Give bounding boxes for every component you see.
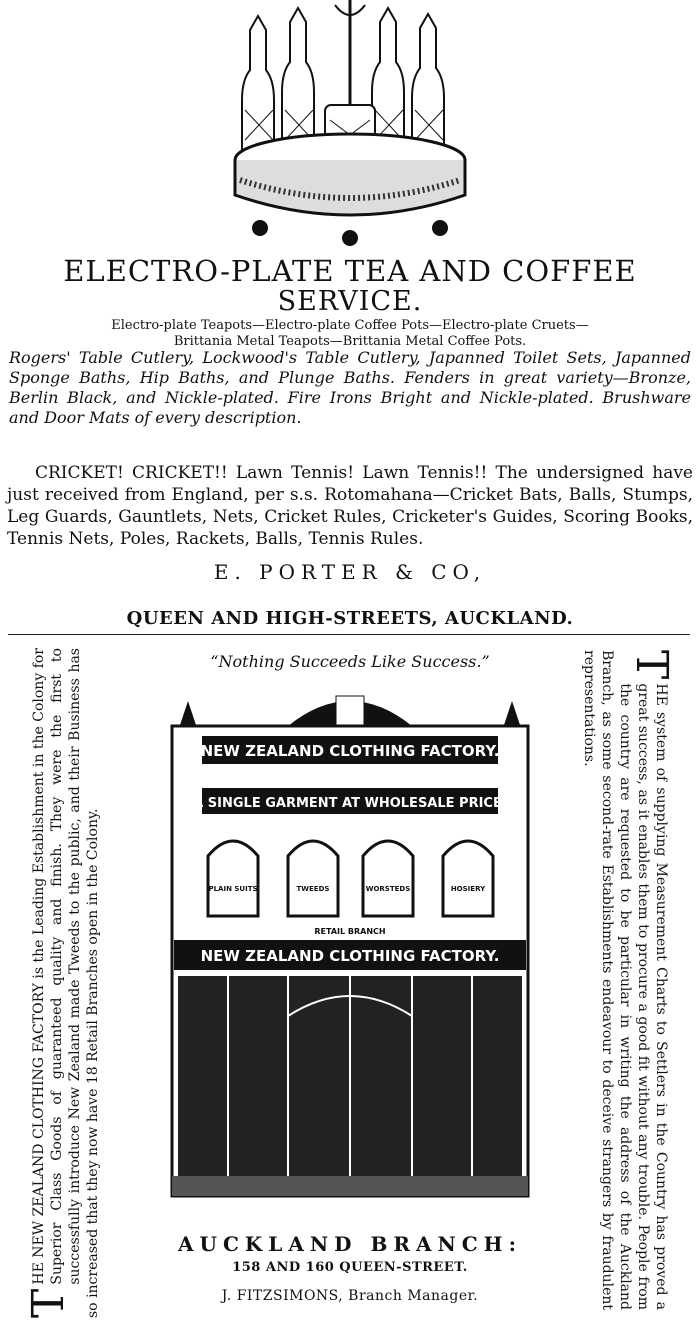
divider-rule — [8, 634, 690, 635]
right-dropcap: T — [626, 650, 677, 680]
right-column-text: HE system of supplying Measurement Charts to Settlers in the Country has proved a great success, as it enables them to procure a good fit without any trouble. People from the country are requested to be particular in writing the address of the Auckland Branch, as some second-rate Establishments endeavour to deceive strangers by fraudulent representations. — [581, 650, 669, 1310]
branch-manager: J. FITZSIMONS, Branch Manager. — [221, 1288, 479, 1304]
left-column — [23, 648, 130, 1318]
left-dropcap: T — [23, 1288, 74, 1318]
heading-line-2: SERVICE. — [277, 286, 423, 317]
window-label-1: PLAIN SUITS — [208, 885, 258, 893]
sign-top: NEW ZEALAND CLOTHING FACTORY. — [200, 742, 500, 760]
firm-address: QUEEN AND HIGH-STREETS, AUCKLAND. — [126, 608, 574, 629]
product-items-line-1: Electro-plate Teapots—Electro-plate Coffee Pots—Electro-plate Cruets— — [111, 318, 589, 333]
product-items-line-2: Brittania Metal Teapots—Brittania Metal Coffee Pots. — [173, 334, 527, 349]
firm-name: E. PORTER & CO, — [213, 560, 487, 584]
cruet-stand-illustration — [225, 0, 475, 250]
left-column-text: HE NEW ZEALAND CLOTHING FACTORY is the Leading Establishment in the Colony for Superior Class Goods of guaranteed quality and finish. They were the first to successfully introduce New Zealand made Tweeds to the public, and their Business has so increased that they now have 18 Retail Branches open in the Colony. — [31, 648, 101, 1318]
sign-middle: A SINGLE GARMENT AT WHOLESALE PRICE. — [193, 796, 507, 811]
product-items — [0, 318, 700, 350]
cricket-paragraph — [7, 462, 693, 550]
slogan: “Nothing Succeeds Like Success.” — [210, 652, 490, 671]
heading-line-1: ELECTRO-PLATE TEA AND COFFEE — [63, 254, 637, 288]
cutlery-paragraph: Rogers' Table Cutlery, Lockwood's Table Cutlery, Japanned Toilet Sets, Japanned Sponge Baths, Hip Baths, and Plunge Baths. Fenders in great variety—Bronze, Berlin Black, and Nickle-plated. Fire Irons Bright and Nickle-plated. Brushware and Door Mats of every description. — [9, 348, 691, 427]
clothing-factory-illustration — [168, 676, 532, 1206]
window-label-4: HOSIERY — [450, 885, 486, 893]
branch-title: AUCKLAND BRANCH: — [178, 1232, 522, 1256]
sign-bottom: NEW ZEALAND CLOTHING FACTORY. — [200, 947, 500, 965]
window-label-3: WORSTEDS — [365, 885, 411, 893]
window-label-2: TWEEDS — [296, 885, 330, 893]
right-column — [570, 650, 677, 1310]
cricket-paragraph-text: CRICKET! CRICKET!! Lawn Tennis! Lawn Tennis!! The undersigned have just received from England, per s.s. Rotomahana—Cricket Bats, Balls, Stumps, Leg Guards, Gauntlets, Nets, Cricket Rules, Cricketer's Guides, Scoring Books, Tennis Nets, Poles, Rackets, Balls, Tennis Rules. — [7, 463, 693, 549]
arch-label: RETAIL BRANCH — [314, 927, 386, 936]
branch-street: 158 AND 160 QUEEN-STREET. — [232, 1260, 468, 1275]
